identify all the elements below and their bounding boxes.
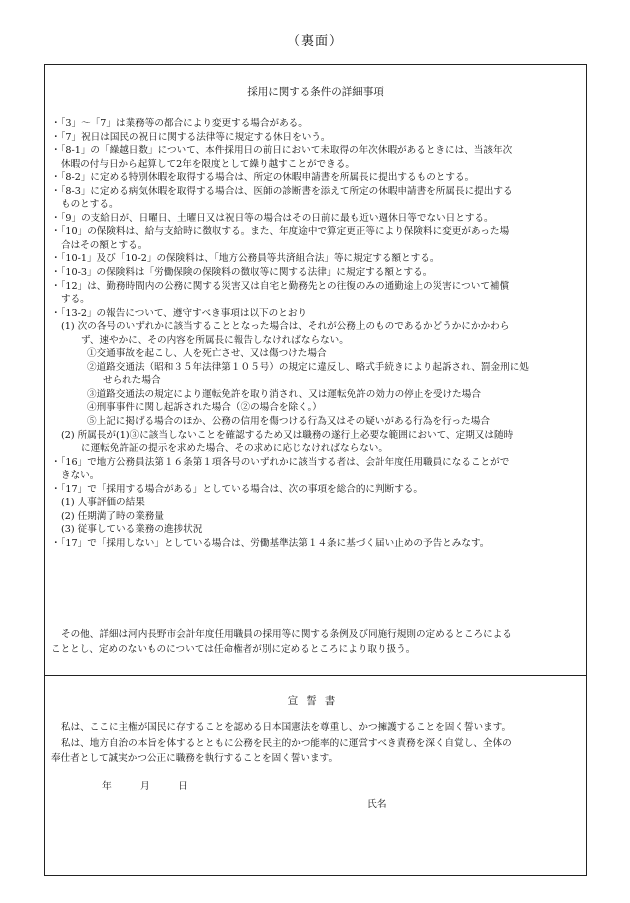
- oath-title: 宣誓書: [287, 695, 344, 707]
- document-frame: [44, 64, 587, 876]
- condition-line: ・「3」～「7」は業務等の都合により変更する場合がある。: [51, 118, 308, 129]
- condition-line: ・「8-2」に定める特別休暇を取得する場合は、所定の休暇申請書を所属長に提出するものとする。: [51, 172, 475, 184]
- condition-line: ・「10-3」の保険料は「労働保険の保険料の徴収等に関する法律」に規定する額とする。: [51, 267, 433, 279]
- conditions-title: 採用に関する条件の詳細事項: [247, 86, 384, 98]
- page-heading: （裏面）: [286, 34, 343, 49]
- oath-paragraph: 奉仕者として誠実かつ公正に職務を執行することを固く誓います。: [51, 753, 339, 764]
- condition-line: (2) 任期満了時の業務量: [61, 510, 164, 522]
- condition-line: (1) 次の各号のいずれかに該当することとなった場合は、それが公務上のものであるかどうかにかかわら: [61, 321, 510, 333]
- condition-line: ・「9」の支給日が、日曜日、土曜日又は祝日等の場合はその日前に最も近い週休日等でない日とする。: [51, 212, 494, 224]
- condition-line: ・「8-1」の「繰越日数」について、本件採用日の前日において未取得の年次休暇があるときには、当該年次: [51, 145, 513, 157]
- condition-line: ・「8-3」に定める病気休暇を取得する場合は、医師の診断書を添えて所定の休暇申請書を所属長に提出する: [51, 185, 513, 197]
- condition-line: せられた場合: [103, 375, 161, 387]
- conditions-list: [51, 117, 578, 551]
- condition-line: 合はその額とする。: [61, 239, 148, 251]
- condition-line: (2) 所属長が(1)③に該当しないことを確認するため又は職務の遂行上必要な範囲において、定期又は随時: [61, 429, 514, 441]
- condition-line: ・「10-1」及び「10-2」の保険料は、「地方公務員等共済組合法」等に規定する額とする。: [51, 253, 440, 265]
- date-field[interactable]: [102, 778, 188, 792]
- condition-line: ①交通事故を起こし、人を死亡させ、又は傷つけた場合: [87, 348, 327, 360]
- condition-line: (1) 人事評価の結果: [61, 497, 145, 509]
- condition-line: ・「17」で「採用する場合がある」としている場合は、次の事項を総合的に判断する。: [51, 483, 423, 495]
- condition-line: ・「13-2」の報告について、遵守すべき事項は以下のとおり: [51, 307, 308, 319]
- condition-line: ④刑事事件に関し起訴された場合（②の場合を除く。）: [87, 402, 322, 414]
- condition-line: ・「7」祝日は国民の祝日に関する法律等に規定する休日をいう。: [51, 131, 331, 143]
- condition-line: ・「10」の保険料は、給与支給時に徴収する。また、年度途中で算定更正等により保険料に変更があった場: [51, 226, 510, 238]
- condition-line: に運転免許証の提示を求めた場合、その求めに応じなければならない。: [81, 443, 388, 455]
- condition-line: ・「12」は、勤務時間内の公務に関する災害又は自宅と勤務先との往復のみの通勤途上の災害について補償: [51, 280, 510, 292]
- condition-line: 休暇の付与日から起算して2年を限度として繰り越すことができる。: [61, 158, 355, 170]
- condition-line: ず、速やかに、その内容を所属長に報告しなければならない。: [81, 334, 349, 346]
- condition-line: きない。: [61, 470, 100, 482]
- date-day-label: 日: [178, 781, 188, 792]
- condition-line: する。: [61, 294, 90, 306]
- condition-line: ・「16」で地方公務員法第１６条第１項各号のいずれかに該当する者は、会計年度任用職員になることがで: [51, 456, 510, 468]
- closing-line: こととし、定めのないものについては任命権者が別に定めるところにより取り扱う。: [51, 644, 416, 655]
- oath-paragraph: 私は、地方自治の本旨を体するとともに公務を民主的かつ能率的に運営すべき責務を深く自覚し、全体の: [61, 737, 512, 749]
- condition-line: ③道路交通法の規定により運転免許を取り消され、又は運転免許の効力の停止を受けた場合: [87, 388, 481, 400]
- oath-text: [51, 720, 578, 767]
- date-month-label: 月: [140, 781, 150, 792]
- closing-note: [51, 627, 578, 657]
- closing-line: その他、詳細は河内長野市会計年度任用職員の採用等に関する条例及び同施行規則の定めるところによる: [61, 629, 512, 640]
- condition-line: ・「17」で「採用しない」としている場合は、労働基準法第１４条に基づく届い止めの予告とみなす。: [51, 537, 490, 549]
- name-field[interactable]: [367, 796, 387, 810]
- conditions-section: [45, 65, 586, 676]
- condition-line: ②道路交通法（昭和３５年法律第１０５号）の規定に違反し、略式手続きにより起訴され、罰金刑に処: [87, 361, 529, 373]
- date-year-label: 年: [102, 781, 112, 792]
- name-label: 氏名: [367, 799, 387, 810]
- condition-line: ものとする。: [61, 199, 119, 211]
- condition-line: ⑤上記に掲げる場合のほか、公務の信用を傷つける行為又はその疑いがある行為を行った場合: [87, 416, 490, 428]
- oath-paragraph: 私は、ここに主権が国民に存することを認める日本国憲法を尊重し、かつ擁護することを固く誓います。: [61, 722, 512, 733]
- condition-line: (3) 従事している業務の進捗状況: [61, 524, 203, 536]
